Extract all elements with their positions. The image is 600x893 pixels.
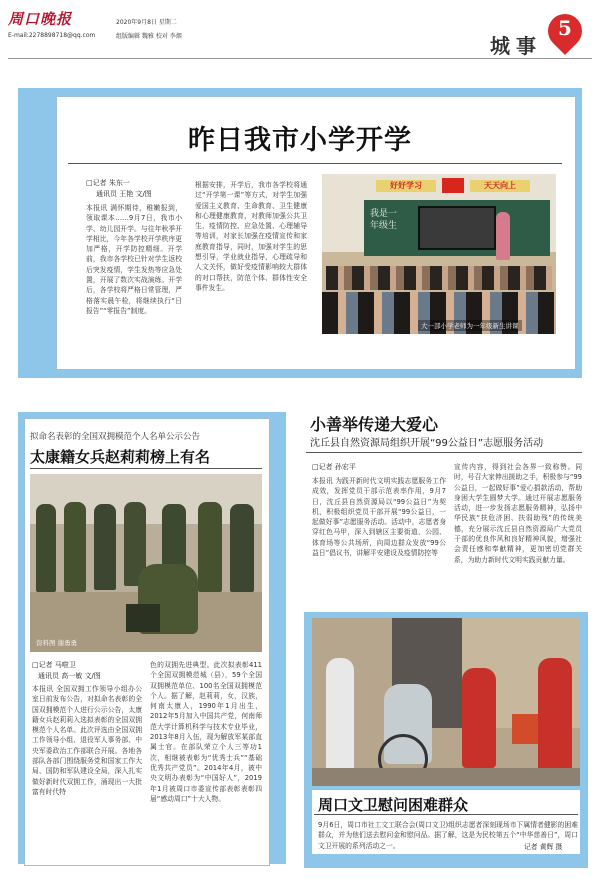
story2-headline: 太康籍女兵赵莉莉榜上有名 — [30, 448, 211, 466]
header-rule — [8, 58, 592, 59]
radio-equipment — [126, 604, 160, 632]
tv-screen — [418, 206, 496, 250]
soldier-6 — [198, 502, 222, 592]
story1-byline-reporter: □记者 朱东一 — [86, 179, 130, 187]
story4-body: 9月6日，周口市社工文工联合会(周口文卫)组织志愿者深刻现场市下属情者健影的困难群众，并为他们送去慰问金和慰问品。据了解，这是为民校第五个“中华慈善日”，周口文卫开展的系列活动之一。 — [318, 821, 578, 850]
story4-byline: 记者 黄辉 摄 — [524, 843, 563, 851]
story1-photo-caption: 大一部小学老师为一年级新生讲课 — [418, 320, 522, 331]
soldier-1 — [36, 504, 56, 592]
story3-column-1: 本报讯 为践开新时代文明实践志愿服务工作成效，发挥党员干部示范表率作用，9月7日，沈丘县自然资源局以“99公益日”为契机，积极组织党员干部开展“99公益日，一起做好事”志愿服务活动。活动中，志愿者身穿红色马甲，深入到辖区主要街道、公园、体育场等公共场所，向周边群众发放“99公益日”倡议书，讲解平安建设及疫情防控等 — [312, 477, 446, 558]
soldier-3 — [94, 504, 116, 590]
gift-box — [512, 714, 538, 744]
soldier-7 — [230, 504, 254, 592]
volunteer-red-vest-1 — [462, 668, 496, 768]
blackboard-chalk-text: 我是一年级生 — [370, 209, 398, 231]
story4-headline: 周口文卫慰问困难群众 — [318, 796, 469, 814]
story3-headline-rule — [306, 452, 582, 453]
story2-byline-correspondent: 通讯员 高一敏 文/图 — [38, 672, 101, 680]
story3-headline: 小善举传递大爱心 — [310, 415, 439, 434]
story4-headline-rule — [314, 814, 578, 815]
story1-headline: 昨日我市小学开学 — [188, 125, 412, 156]
story2-column-2: 色的双拥先进典型。此次拟表彰411个全国双拥模范城（县），59个全国双拥模范单位、100名全国双拥模范个人。据了解，赵莉莉，女，汉族，何南太康人，1990年1月出生，2012年5月加入中国共产党，何南师范大学计算机科学与技术专业毕业，2013年8月入伍，现为解放军某部直属士官。在部队荣立个人三等功1次，相继被表彰为“优秀士兵”“基础优秀共产党员”。2014年4月，被中央文明办表彰为“中国好人”，2019年1月被周口市委宣传部表彰表彰四届“感动周口”十大人物。 — [150, 661, 262, 803]
story1-column-2: 根据安排，开学后，我市各学校将通过“开学第一课”等方式，对学生加强爱国主义教育、生命教育、卫生健康和心理健康教育，对教师加强公共卫生、疫情防控、应急处置、心理辅导等培训，对家长加强在疫情宣传和家庭教育指导，同时，加强对学生的思想引导，学业就业指导，心理疏导和人文关怀，做好受疫情影响较大群体的对口帮扶，防范个体、群体性安全事件发生。 — [195, 181, 307, 292]
volunteer-red-vest-2 — [538, 658, 572, 778]
story3-column-2: 宣传内容，得到社会各界一致称赞。同时，号召大家伸出援助之手，积极参与“99公益日，一起做好事”爱心捐款活动，帮助身困大学生圆梦大学。通过开展志愿服务活动，进一步发扬志愿服务精神，弘扬中华民族“扶危济困、扶弱助残”的传统美德，充分展示沈丘县自然资源局广大党员干部的优良作风和良好精神风貌，增强社会责任感和奉献精神，更加密切党群关系，为助力新时代文明实践贡献力量。 — [454, 463, 582, 564]
masthead: 周口晚报 — [8, 10, 73, 28]
story4-photo — [312, 618, 580, 786]
story1-byline-correspondent: 通讯员 王艳 文/图 — [96, 190, 152, 198]
story2-kicker: 拟命名表彰的全国双拥模范个人名单公示公告 — [30, 432, 201, 442]
editor-credits: 组版编辑 魏雅 校对 李烟 — [116, 33, 182, 40]
issue-date: 2020年9月8日 星期二 — [116, 19, 177, 26]
story3-subhead: 沈丘县自然资源局组织开展“99公益日”志愿服务活动 — [310, 438, 544, 449]
story2-headline-rule — [30, 468, 262, 469]
story2-column-1: 本报讯 全国双拥工作领导小组办公室日前发布公告，对拟命名表彰的全国双拥模范个人进行公示公告，太康籍女兵赵莉莉入选拟表彰的全国双拥模范个人名单。此次评选由全国双拥工作领导小组、退役军人事务部、中央军委政治工作部联合开展。各地各部队各部门围绕服务党和国家工作大局、国防和军队建设全局，深入扎实做好新时代双拥工作，涌现出一大批富有时代特 — [32, 685, 142, 796]
story3-byline: □记者 孙宏平 — [312, 463, 356, 471]
students-row-1 — [326, 266, 552, 290]
email-address: E-mail:2278898718@qq.com — [8, 32, 96, 39]
flag-icon — [442, 178, 464, 193]
photo-banner-right: 天天向上 — [470, 180, 530, 192]
photo-banner-left: 好好学习 — [376, 180, 436, 192]
teacher-figure — [496, 212, 510, 260]
story2-photo — [30, 474, 262, 652]
story1-column-1: 本报讯 满怀期待，稚嫩报到，领取课本……9月7日，我市小学、幼儿园开学。与往年秋季开学相比，今年各学校开学秩序更加严格，开学防控精细。开学前，我市各学校已针对学生返校后突发疫情，学生发热等应急处置，开展了数次实战演练。开学后，各学校将严格日常管理，严格落实晨午检，将继续执行“日报告”“零报告”制度。 — [86, 204, 182, 315]
volunteer-left — [326, 658, 354, 778]
story2-byline-reporter: □记者 马啦卫 — [32, 661, 76, 669]
soldier-2 — [64, 502, 86, 592]
story1-headline-rule — [68, 163, 562, 164]
story1-photo — [322, 174, 556, 334]
floor — [312, 768, 580, 786]
story2-photo-caption: 资料图 谢勇勇 — [36, 639, 78, 647]
page-number: 5 — [558, 16, 572, 40]
section-title: 城事 — [490, 34, 542, 58]
